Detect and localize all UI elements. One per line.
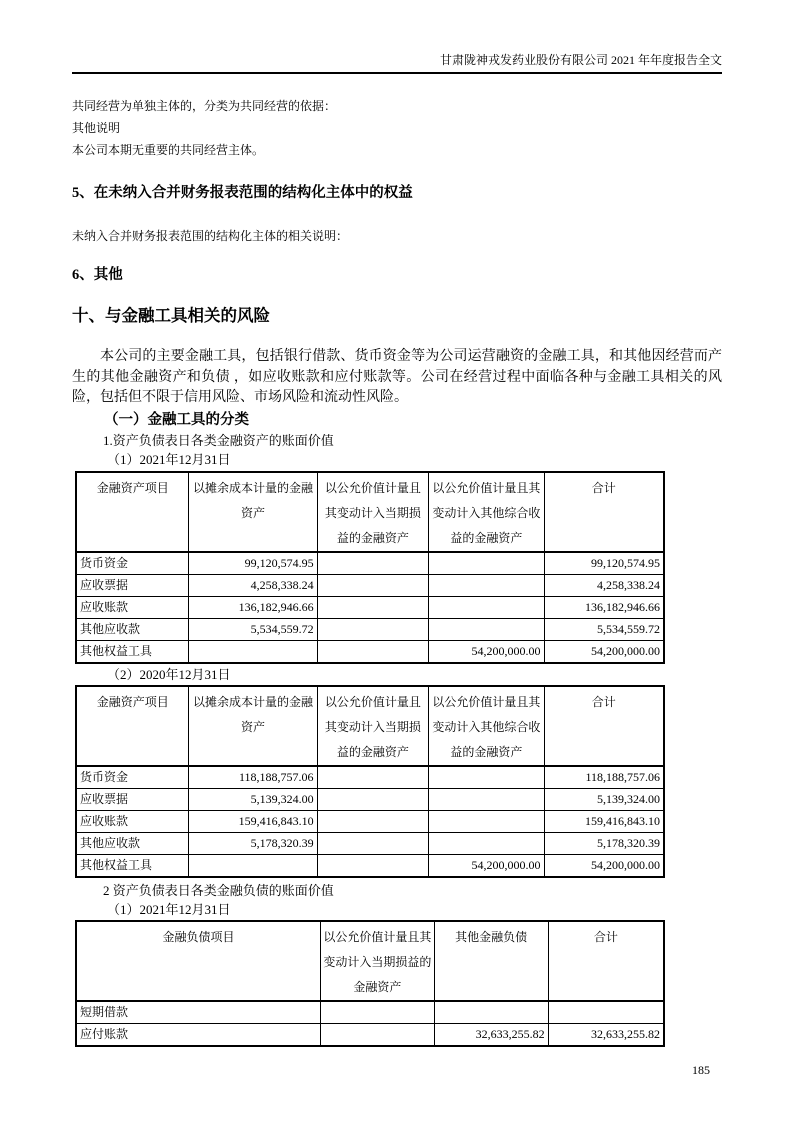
column-header: 以公允价值计量且其变动计入其他综合收益的金融资产: [429, 686, 544, 766]
value-cell: 5,139,324.00: [544, 788, 664, 810]
header-row: [76, 472, 664, 552]
column-header: 以公允价值计量且其变动计入其他综合收益的金融资产: [429, 472, 544, 552]
header-row: [76, 686, 664, 766]
row-label-cell: 应付账款: [76, 1023, 321, 1046]
value-cell: 5,534,559.72: [544, 618, 664, 640]
row-label-cell: 应收账款: [76, 596, 189, 618]
title-financial-assets: 1.资产负债表日各类金融资产的账面价值: [103, 432, 334, 448]
value-cell: [321, 1023, 434, 1046]
column-header: 金融负债项目: [76, 921, 321, 1001]
value-cell: [189, 640, 317, 663]
row-label-cell: 其他权益工具: [76, 854, 189, 877]
heading-section-5: 5、在未纳入合并财务报表范围的结构化主体中的权益: [72, 185, 413, 201]
value-cell: [317, 854, 429, 877]
value-cell: 5,534,559.72: [189, 618, 317, 640]
value-cell: 159,416,843.10: [544, 810, 664, 832]
row-label-cell: 货币资金: [76, 766, 189, 789]
table-row: [76, 640, 664, 663]
value-cell: [189, 854, 317, 877]
value-cell: 159,416,843.10: [189, 810, 317, 832]
row-label-cell: 其他应收款: [76, 832, 189, 854]
column-header: 以公允价值计量且其变动计入当期损益的金融资产: [317, 686, 429, 766]
column-header: 以摊余成本计量的金融资产: [189, 686, 317, 766]
row-label-cell: 其他应收款: [76, 618, 189, 640]
value-cell: 5,139,324.00: [189, 788, 317, 810]
value-cell: [317, 596, 429, 618]
column-header: 合计: [544, 686, 664, 766]
table-row: [76, 810, 664, 832]
paragraph-financial-instruments: 本公司的主要金融工具，包括银行借款、货币资金等为公司运营融资的金融工具，和其他因经营而产生的其他金融资产和负债 ，如应收账款和应付账款等。公司在经营过程中面临各种与金融工具相关的风险，包括但不限于信用风险、市场风险和流动性风险。: [72, 349, 722, 405]
table-row: [76, 832, 664, 854]
table-row: [76, 854, 664, 877]
value-cell: 4,258,338.24: [189, 574, 317, 596]
value-cell: [317, 618, 429, 640]
column-header: 其他金融负债: [434, 921, 548, 1001]
column-header: 金融资产项目: [76, 686, 189, 766]
report-title: 甘肃陇神戎发药业股份有限公司 2021 年年度报告全文: [439, 53, 722, 67]
table-row: [76, 1001, 664, 1024]
value-cell: [429, 596, 544, 618]
value-cell: [434, 1001, 548, 1024]
value-cell: 32,633,255.82: [548, 1023, 664, 1046]
row-label-cell: 应收票据: [76, 574, 189, 596]
title-financial-liabilities: 2 资产负债表日各类金融负债的账面价值: [103, 882, 334, 898]
liabilities-2021-table: [75, 920, 665, 1047]
value-cell: [429, 574, 544, 596]
assets-2020-table: [75, 685, 665, 878]
value-cell: [317, 574, 429, 596]
value-cell: 99,120,574.95: [189, 552, 317, 575]
value-cell: 5,178,320.39: [544, 832, 664, 854]
heading-section-6: 6、其他: [72, 267, 123, 283]
value-cell: [548, 1001, 664, 1024]
value-cell: 54,200,000.00: [544, 854, 664, 877]
table-row: [76, 618, 664, 640]
value-cell: [321, 1001, 434, 1024]
value-cell: 32,633,255.82: [434, 1023, 548, 1046]
table-row: [76, 766, 664, 789]
value-cell: 54,200,000.00: [544, 640, 664, 663]
value-cell: [429, 618, 544, 640]
value-cell: [429, 552, 544, 575]
value-cell: 136,182,946.66: [189, 596, 317, 618]
value-cell: 118,188,757.06: [544, 766, 664, 789]
value-cell: 118,188,757.06: [189, 766, 317, 789]
label-assets-date-2021: （1）2021年12月31日: [107, 451, 231, 467]
assets-2021-table: [75, 471, 665, 664]
column-header: 金融资产项目: [76, 472, 189, 552]
heading-section-10: 十、与金融工具相关的风险: [72, 306, 270, 325]
value-cell: [317, 640, 429, 663]
column-header: 以摊余成本计量的金融资产: [189, 472, 317, 552]
paragraph-structured-entity-note: 未纳入合并财务报表范围的结构化主体的相关说明：: [72, 229, 349, 243]
table-row: [76, 574, 664, 596]
value-cell: [317, 552, 429, 575]
value-cell: [429, 832, 544, 854]
header-row: [76, 921, 664, 1001]
table-row: [76, 552, 664, 575]
column-header: 合计: [544, 472, 664, 552]
column-header: 以公允价值计量且其变动计入当期损益的金融资产: [317, 472, 429, 552]
column-header: 合计: [548, 921, 664, 1001]
page-number: 185: [692, 1062, 710, 1077]
table-row: [76, 1023, 664, 1046]
value-cell: 54,200,000.00: [429, 640, 544, 663]
table-row: [76, 788, 664, 810]
value-cell: 4,258,338.24: [544, 574, 664, 596]
row-label-cell: 应收票据: [76, 788, 189, 810]
row-label-cell: 应收账款: [76, 810, 189, 832]
value-cell: 5,178,320.39: [189, 832, 317, 854]
value-cell: 54,200,000.00: [429, 854, 544, 877]
row-label-cell: 短期借款: [76, 1001, 321, 1024]
value-cell: [429, 788, 544, 810]
value-cell: 99,120,574.95: [544, 552, 664, 575]
column-header: 以公允价值计量且其变动计入当期损益的金融资产: [321, 921, 434, 1001]
table-row: [76, 596, 664, 618]
value-cell: [317, 810, 429, 832]
row-label-cell: 其他权益工具: [76, 640, 189, 663]
value-cell: [317, 788, 429, 810]
document-header: [72, 0, 722, 74]
paragraph-joint-operation-basis: 共同经营为单独主体的，分类为共同经营的依据：: [72, 99, 337, 113]
heading-instrument-classification: （一）金融工具的分类: [104, 411, 249, 428]
value-cell: [429, 766, 544, 789]
row-label-cell: 货币资金: [76, 552, 189, 575]
value-cell: [429, 810, 544, 832]
label-liabilities-date-2021: （1）2021年12月31日: [107, 901, 231, 917]
value-cell: 136,182,946.66: [544, 596, 664, 618]
paragraph-no-joint-operation: 本公司本期无重要的共同经营主体。: [72, 143, 265, 157]
value-cell: [317, 832, 429, 854]
value-cell: [317, 766, 429, 789]
paragraph-other-note-label: 其他说明: [72, 121, 121, 135]
label-assets-date-2020: （2）2020年12月31日: [107, 666, 231, 682]
